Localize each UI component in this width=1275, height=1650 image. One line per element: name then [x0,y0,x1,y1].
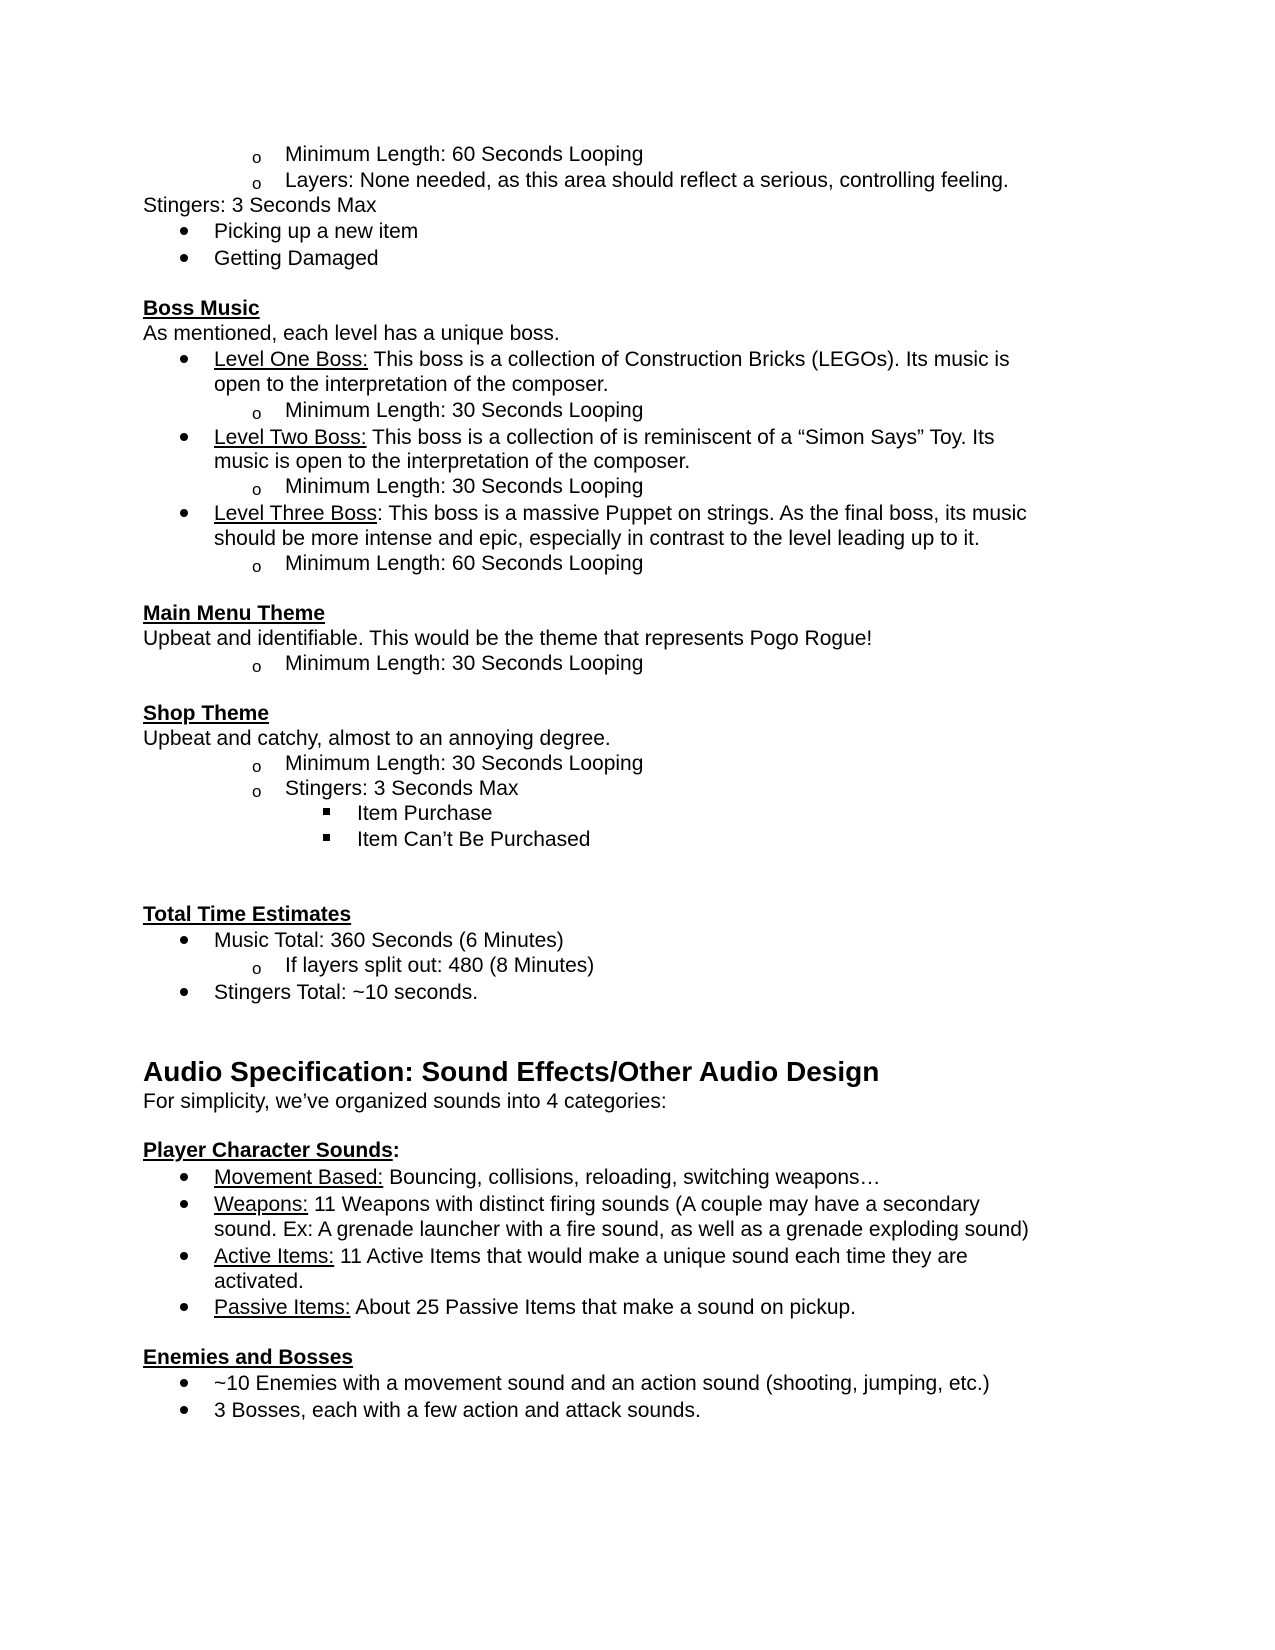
shop-stinger-item: Item Can’t Be Purchased [357,828,591,851]
circle-bullet-icon: o [252,148,262,167]
sfx-intro: For simplicity, we’ve organized sounds into 4 categories: [143,1090,667,1113]
bullet-icon [180,254,188,262]
bullet-icon [180,1406,188,1414]
level-three-boss-text: : This boss is a massive Puppet on strings. As the final boss, its music [377,502,1027,525]
bullet-icon [180,355,188,363]
shop-heading: Shop Theme [143,702,270,725]
circle-bullet-icon: o [252,657,262,676]
circle-bullet-icon: o [252,757,262,776]
shop-intro: Upbeat and catchy, almost to an annoying degree. [143,727,611,750]
circle-bullet-icon: o [252,959,262,978]
level-one-boss-label: Level One Boss: [214,348,369,371]
bullet-icon [180,1200,188,1208]
weapons-text: 11 Weapons with distinct firing sounds (A couple may have a secondary [308,1193,980,1216]
circle-bullet-icon: o [252,782,262,801]
main-menu-intro: Upbeat and identifiable. This would be the theme that represents Pogo Rogue! [143,627,873,650]
list-item: ~10 Enemies with a movement sound and an action sound (shooting, jumping, etc.) [214,1372,990,1395]
circle-bullet-icon: o [252,557,262,576]
main-menu-heading: Main Menu Theme [143,602,326,625]
level-three-boss-line [214,502,1027,526]
active-items-text-cont: activated. [214,1270,304,1293]
shop-stingers: Stingers: 3 Seconds Max [285,777,519,800]
level-two-min-length: Minimum Length: 30 Seconds Looping [285,475,644,498]
boss-music-heading: Boss Music [143,297,260,320]
layers-split: If layers split out: 480 (8 Minutes) [285,954,595,977]
active-items-label: Active Items: [214,1245,335,1268]
weapons-text-cont: sound. Ex: A grenade launcher with a fire sound, as well as a grenade exploding sound) [214,1218,1029,1241]
level-two-boss-line [214,426,994,450]
square-bullet-icon [323,808,330,815]
passive-items-text: About 25 Passive Items that make a sound on pickup. [350,1296,857,1319]
stingers-line: Stingers: 3 Seconds Max [143,194,377,217]
passive-items-label: Passive Items: [214,1296,351,1319]
enemies-heading: Enemies and Bosses [143,1346,354,1369]
level-two-boss-text-cont: music is open to the interpretation of the composer. [214,450,691,473]
boss-music-intro: As mentioned, each level has a unique boss. [143,322,560,345]
weapons-label: Weapons: [214,1193,309,1216]
weapons-line [214,1193,980,1217]
circle-bullet-icon: o [252,480,262,499]
bullet-icon [180,988,188,996]
circle-bullet-icon: o [252,404,262,423]
level-three-boss-label: Level Three Boss [214,502,378,525]
bullet-icon [180,227,188,235]
main-menu-min-length: Minimum Length: 30 Seconds Looping [285,652,644,675]
list-item: Getting Damaged [214,247,379,270]
square-bullet-icon [323,834,330,841]
active-items-line [214,1245,968,1269]
passive-items-line [214,1296,856,1320]
total-time-heading: Total Time Estimates [143,903,352,926]
bullet-icon [180,936,188,944]
level-one-boss-text: This boss is a collection of Construction Bricks (LEGOs). Its music is [368,348,1010,371]
music-total: Music Total: 360 Seconds (6 Minutes) [214,929,564,952]
level-three-boss-text-cont: should be more intense and epic, especially in contrast to the level leading up to it. [214,527,980,550]
level-one-boss-text-cont: open to the interpretation of the composer. [214,373,609,396]
movement-based-label: Movement Based: [214,1166,384,1189]
bullet-icon [180,1303,188,1311]
movement-based-text: Bouncing, collisions, reloading, switching weapons… [383,1166,881,1189]
bullet-icon [180,1379,188,1387]
player-sounds-colon: : [392,1139,400,1162]
bullet-icon [180,509,188,517]
list-item: Picking up a new item [214,220,419,243]
stingers-total: Stingers Total: ~10 seconds. [214,981,479,1004]
level-one-boss-line [214,348,1010,372]
shop-min-length: Minimum Length: 30 Seconds Looping [285,752,644,775]
section-title: Audio Specification: Sound Effects/Other Audio Design [143,1056,880,1087]
bullet-icon [180,1252,188,1260]
circle-bullet-icon: o [252,174,262,193]
active-items-text: 11 Active Items that would make a unique sound each time they are [334,1245,968,1268]
level-one-min-length: Minimum Length: 30 Seconds Looping [285,399,644,422]
list-item: 3 Bosses, each with a few action and attack sounds. [214,1399,701,1422]
level-two-boss-text: This boss is a collection of is reminiscent of a “Simon Says” Toy. Its [366,426,995,449]
bullet-icon [180,433,188,441]
sub-item-min-length: Minimum Length: 60 Seconds Looping [285,143,644,166]
movement-based-line [214,1166,881,1190]
player-sounds-heading-line [143,1139,400,1163]
level-three-min-length: Minimum Length: 60 Seconds Looping [285,552,644,575]
shop-stinger-item: Item Purchase [357,802,493,825]
bullet-icon [180,1173,188,1181]
sub-item-layers: Layers: None needed, as this area should reflect a serious, controlling feeling. [285,169,1009,192]
player-sounds-heading: Player Character Sounds [143,1139,393,1162]
level-two-boss-label: Level Two Boss: [214,426,367,449]
